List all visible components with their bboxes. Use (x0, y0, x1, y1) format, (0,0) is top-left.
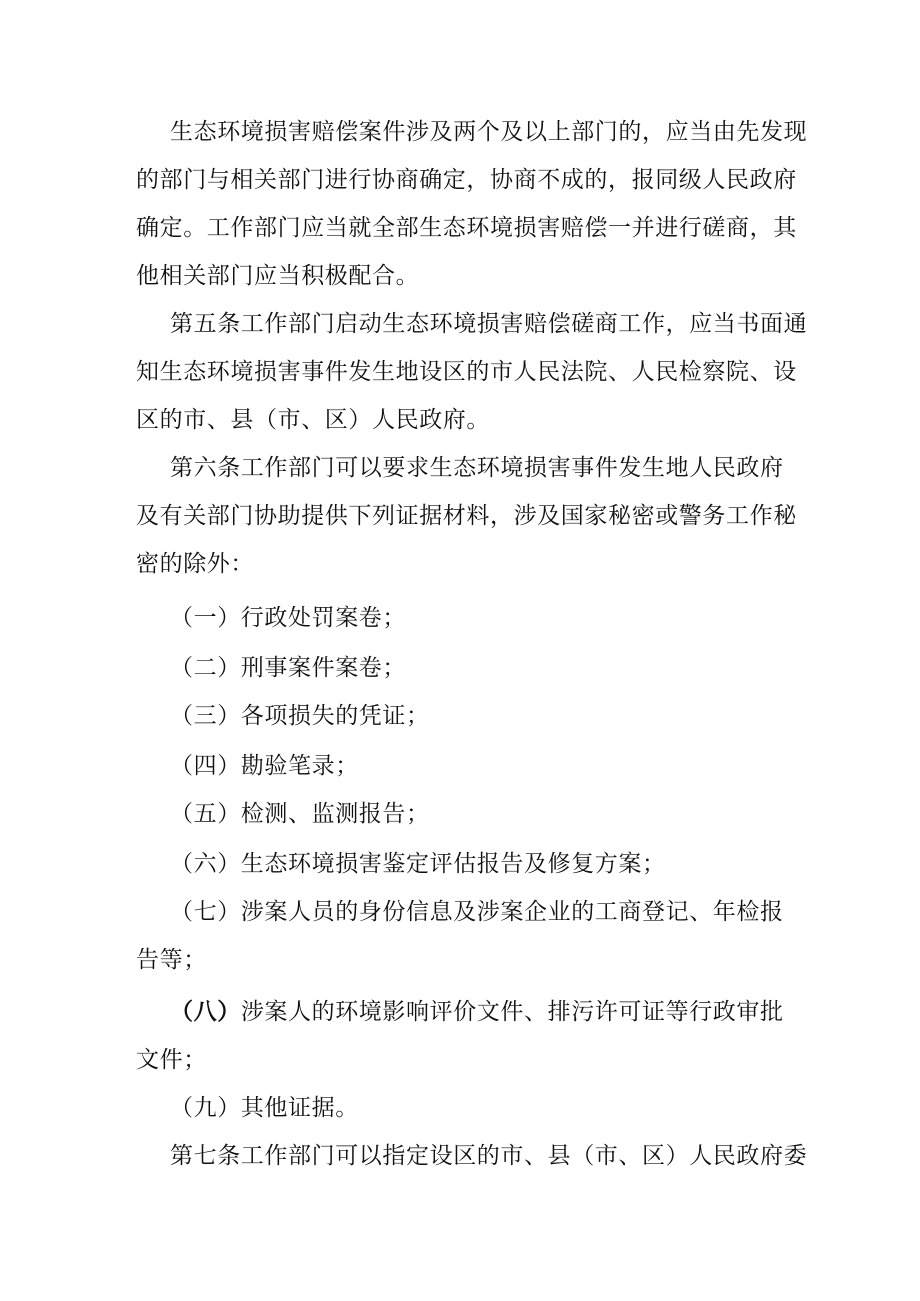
text-line: 第五条工作部门启动生态环境损害赔偿磋商工作，应当书面通 (170, 311, 808, 337)
text-line: 确定。工作部门应当就全部生态环境损害赔偿一并进行磋商，其 (136, 215, 797, 241)
text-line: 及有关部门协助提供下列证据材料，涉及国家秘密或警务工作秘 (136, 503, 797, 529)
text-line: （七）涉案人员的身份信息及涉案企业的工商登记、年检报 (170, 899, 784, 925)
evidence-item-1: （一）行政处罚案卷； (170, 605, 406, 631)
item-marker: （八） (170, 998, 241, 1025)
item-text: 涉案人的环境影响评价文件、排污许可证等行政审批 (240, 999, 784, 1025)
text-line: 生态环境损害赔偿案件涉及两个及以上部门的，应当由先发现 (170, 119, 808, 145)
paragraph-article-5 (136, 300, 808, 444)
evidence-item-3: （三）各项损失的凭证； (170, 703, 430, 729)
evidence-item-6: （六）生态环境损害鉴定评估报告及修复方案； (170, 851, 666, 877)
evidence-item-2: （二）刑事案件案卷； (170, 655, 406, 681)
text-line: 区的市、县（市、区）人民政府。 (136, 407, 490, 433)
text-line: 文件； (136, 1047, 207, 1073)
text-line: 知生态环境损害事件发生地设区的市人民法院、人民检察院、设 (136, 359, 797, 385)
text-line: 的部门与相关部门进行协商确定，协商不成的，报同级人民政府 (136, 167, 797, 193)
text-line (136, 988, 796, 1036)
paragraph-department-coordination (136, 108, 808, 300)
paragraph-article-6 (136, 444, 796, 588)
text-line: 密的除外： (136, 551, 254, 577)
text-line: 他相关部门应当积极配合。 (136, 263, 420, 289)
evidence-item-4: （四）勘验笔录； (170, 753, 359, 779)
text-line: 第七条工作部门可以指定设区的市、县（市、区）人民政府委 (170, 1143, 808, 1169)
text-line: 第六条工作部门可以要求生态环境损害事件发生地人民政府 (170, 455, 784, 481)
paragraph-article-7 (136, 1132, 808, 1180)
evidence-item-5: （五）检测、监测报告； (170, 801, 430, 827)
evidence-item-9: （九）其他证据。 (170, 1095, 359, 1121)
text-line: 告等； (136, 947, 207, 973)
evidence-item-8 (136, 988, 796, 1084)
evidence-item-7 (136, 888, 796, 984)
